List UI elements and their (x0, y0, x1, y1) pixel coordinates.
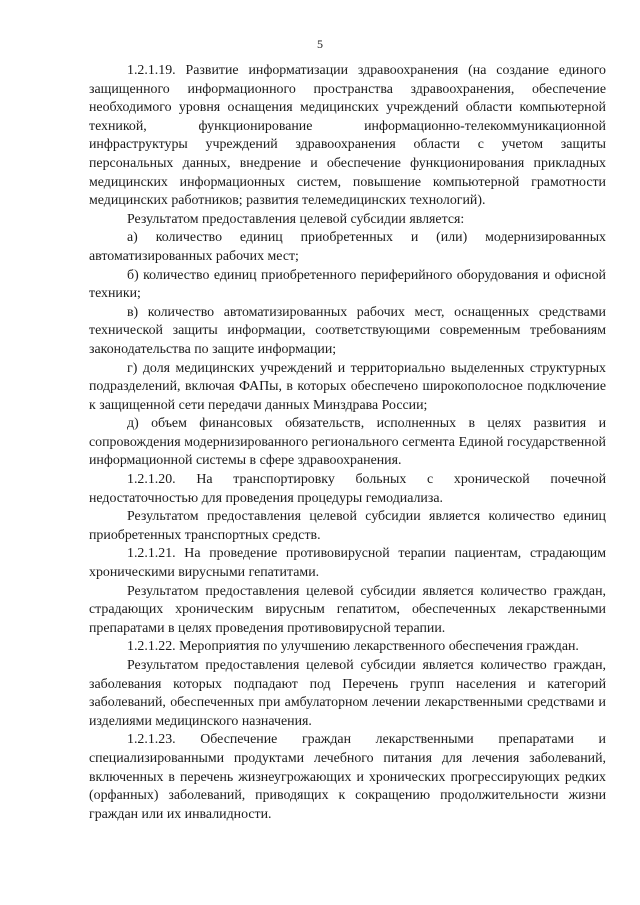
document-body (89, 62, 606, 824)
page-number: 5 (317, 37, 323, 51)
paragraph-result-intro: Результатом предоставления целевой субсидии является: (127, 211, 465, 227)
paragraph-1-2-1-20: 1.2.1.20. На транспортировку больных с хронической почечной недостаточностью для проведения процедуры гемодиализа. (89, 472, 606, 506)
paragraph-1-2-1-19: 1.2.1.19. Развитие информатизации здравоохранения (на создание единого защищенного информационного пространства здравоохранения, обеспечение необходимого уровня оснащения медицинских учреждений области компьютерной техникой, функционирование информационно-телекоммуникационной инфраструктуры учреждений здравоохранения области с учетом защиты персональных данных, внедрение и обеспечение функционирования прикладных медицинских информационных систем, повышение компьютерной грамотности медицинских работников; развития телемедицинских технологий). (89, 63, 606, 209)
list-item-v: в) количество автоматизированных рабочих мест, оснащенных средствами технической защиты информации, соответствующими современным требованиям законодательства по защите информации; (89, 304, 606, 357)
list-item-g: г) доля медицинских учреждений и территориально выделенных структурных подразделений, включая ФАПы, в которых обеспечено широкополосное подключение к защищенной сети передачи данных Минздрава России; (89, 360, 606, 413)
list-item-b: б) количество единиц приобретенного периферийного оборудования и офисной техники; (89, 267, 606, 302)
paragraph-result-1-2-1-22: Результатом предоставления целевой субсидии является количество граждан, заболевания которых подпадают под Перечень групп населения и категорий заболеваний, обеспеченных при амбулаторном лечении лекарственными средствами и изделиями медицинского назначения. (89, 658, 606, 729)
paragraph-1-2-1-23: 1.2.1.23. Обеспечение граждан лекарственными препаратами и специализированными продуктами лечебного питания для лечения заболеваний, включенных в перечень жизнеугрожающих и хронических прогрессирующих редких (орфанных) заболеваний, приводящих к сокращению продолжительности жизни граждан или их инвалидности. (89, 732, 606, 822)
paragraph-1-2-1-21: 1.2.1.21. На проведение противовирусной терапии пациентам, страдающим хроническими вирусными гепатитами. (89, 546, 606, 581)
paragraph-1-2-1-22: 1.2.1.22. Мероприятия по улучшению лекарственного обеспечения граждан. (127, 639, 579, 655)
list-item-a: а) количество единиц приобретенных и (или) модернизированных автоматизированных рабочих мест; (89, 230, 606, 264)
paragraph-result-1-2-1-21: Результатом предоставления целевой субсидии является количество граждан, страдающих хроническим вирусным гепатитом, обеспеченных лекарственными препаратами в целях проведения противовирусной терапии. (89, 583, 606, 636)
list-item-d: д) объем финансовых обязательств, исполненных в целях развития и сопровождения модернизированного регионального сегмента Единой государственной информационной системы в сфере здравоохранения. (89, 416, 606, 469)
paragraph-result-1-2-1-20: Результатом предоставления целевой субсидии является количество единиц приобретенных транспортных средств. (89, 509, 606, 543)
